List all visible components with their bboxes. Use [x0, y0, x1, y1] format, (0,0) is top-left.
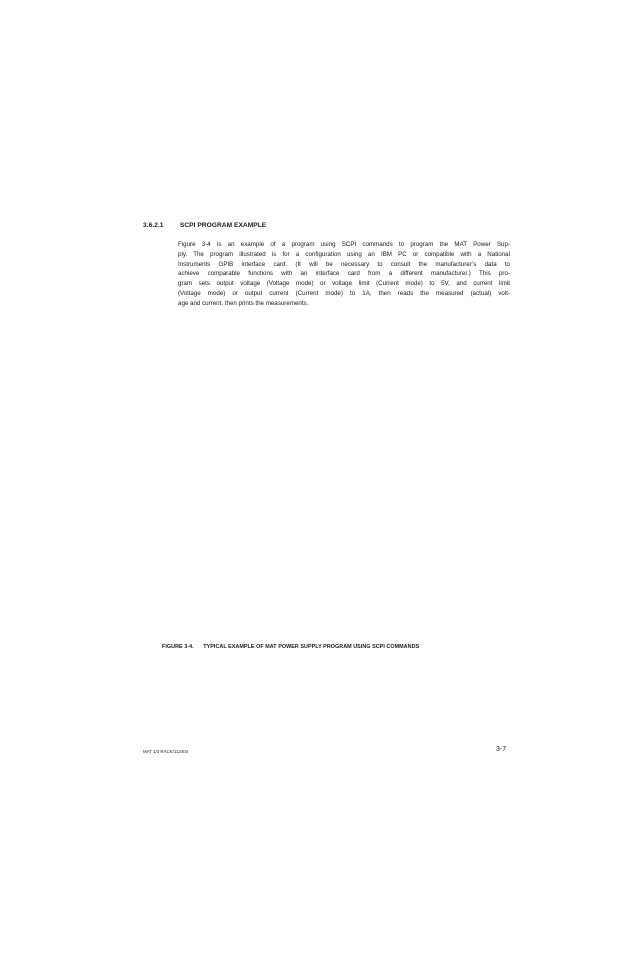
body-paragraph — [178, 240, 510, 309]
paragraph-line: age and current, then prints the measurements. — [178, 299, 309, 307]
section-title: SCPI PROGRAM EXAMPLE — [179, 222, 267, 229]
paragraph-line: ply. The program illustrated is for a configuration using an IBM PC or compatible with a National — [178, 250, 510, 258]
footer-page-number: 3-7 — [496, 746, 507, 753]
footer-document-id: MAT 1/3 RACK/112404 — [143, 749, 189, 754]
paragraph-line: Figure 3-4 is an example of a program using SCPI commands to program the MAT Power Sup- — [178, 241, 510, 248]
figure-caption — [162, 644, 419, 650]
section-heading — [143, 222, 266, 229]
paragraph-line: achieve comparable functions with an interface card from a different manufacturer.) This pro- — [178, 270, 510, 278]
paragraph-line: gram sets output voltage (Voltage mode) or voltage limit (Current mode) to 5V, and current limit — [178, 280, 510, 288]
paragraph-line: Instruments GPIB interface card. (It will be necessary to consult the manufacturer’s data to — [178, 260, 510, 268]
section-number: 3.6.2.1 — [143, 222, 164, 229]
figure-caption-text: TYPICAL EXAMPLE OF MAT POWER SUPPLY PROGRAM USING SCPI COMMANDS — [203, 644, 420, 650]
paragraph-line: (Voltage mode) or output current (Current mode) to 1A, then reads the measured (actual) volt- — [178, 289, 510, 297]
figure-label: FIGURE 3-4. — [162, 644, 194, 650]
